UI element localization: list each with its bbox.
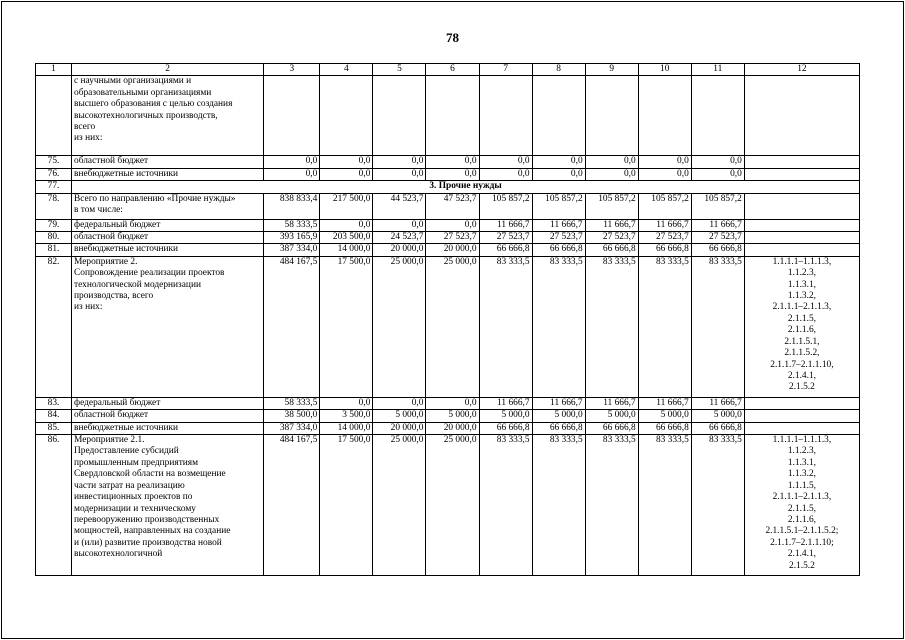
value-cell-col10: 66 666,8 — [638, 422, 691, 434]
target-indicator-line: 2.1.1.5.1–2.1.1.5.2; — [765, 526, 839, 537]
table-row — [36, 244, 860, 256]
column-header-6: 6 — [426, 64, 479, 76]
target-indicators — [744, 397, 859, 409]
row-name-line: модернизации и техническому — [74, 503, 196, 514]
value-cell-col11: 0,0 — [691, 168, 744, 180]
row-number: 85. — [36, 422, 72, 434]
row-name-line: технологической модернизации — [74, 279, 201, 290]
column-number-row — [36, 64, 860, 76]
row-number: 84. — [36, 410, 72, 422]
value-cell-col8: 0,0 — [532, 168, 585, 180]
target-indicator-line: 1.1.1.1–1.1.1.3, — [772, 435, 832, 446]
value-cell-col11: 83 333,5 — [691, 435, 744, 576]
target-indicators — [744, 232, 859, 244]
row-name-line: внебюджетные источники — [74, 244, 179, 255]
value-cell-col5: 5 000,0 — [373, 410, 426, 422]
row-name-line: из них: — [74, 133, 103, 144]
target-indicator-line: 2.1.1.7–2.1.1.10; — [770, 537, 834, 548]
value-cell-col8: 5 000,0 — [532, 410, 585, 422]
row-name-line: Мероприятие 2.1. — [74, 435, 145, 446]
value-cell-col6 — [426, 76, 479, 156]
target-indicator-line: 2.1.1.6, — [787, 325, 816, 336]
row-name-line: внебюджетные источники — [74, 422, 179, 433]
value-cell-col6: 20 000,0 — [426, 244, 479, 256]
value-cell-col3: 58 333,5 — [264, 219, 320, 231]
target-indicators — [744, 256, 859, 397]
column-header-9: 9 — [585, 64, 638, 76]
row-name-line: областной бюджет — [74, 410, 149, 421]
value-cell-col9: 83 333,5 — [585, 256, 638, 397]
row-name-line: Всего по направлению «Прочие нужды» — [74, 193, 236, 204]
value-cell-col8 — [532, 76, 585, 156]
table-row — [36, 435, 860, 576]
target-indicator-line: 2.1.1.1–2.1.1.3, — [772, 492, 832, 503]
value-cell-col9: 66 666,8 — [585, 422, 638, 434]
row-name — [72, 410, 264, 422]
row-name — [72, 76, 264, 156]
target-indicator-line: 2.1.5.2 — [789, 382, 815, 393]
value-cell-col9: 11 666,7 — [585, 397, 638, 409]
row-name-line: мощностей, направленных на создание — [74, 526, 231, 537]
value-cell-col6: 0,0 — [426, 219, 479, 231]
row-number: 75. — [36, 156, 72, 168]
budget-table — [35, 63, 860, 576]
row-name — [72, 435, 264, 576]
row-number: 77. — [36, 181, 72, 193]
row-name-line: высшего образования с целью создания — [74, 99, 233, 110]
value-cell-col4: 203 500,0 — [320, 232, 373, 244]
value-cell-col10: 0,0 — [638, 156, 691, 168]
value-cell-col3: 58 333,5 — [264, 397, 320, 409]
value-cell-col5 — [373, 76, 426, 156]
row-number: 79. — [36, 219, 72, 231]
value-cell-col11: 66 666,8 — [691, 244, 744, 256]
table-row — [36, 156, 860, 168]
value-cell-col4: 14 000,0 — [320, 244, 373, 256]
row-name — [72, 422, 264, 434]
value-cell-col10: 11 666,7 — [638, 397, 691, 409]
value-cell-col11: 27 523,7 — [691, 232, 744, 244]
value-cell-col3: 838 833,4 — [264, 193, 320, 219]
table-row — [36, 76, 860, 156]
value-cell-col11: 66 666,8 — [691, 422, 744, 434]
row-name-line: Мероприятие 2. — [74, 256, 138, 267]
table-row — [36, 232, 860, 244]
value-cell-col5: 25 000,0 — [373, 256, 426, 397]
row-name-line: Предоставление субсидий — [74, 446, 179, 457]
row-name-line: федеральный бюджет — [74, 397, 161, 408]
value-cell-col6: 25 000,0 — [426, 435, 479, 576]
row-name-line: части затрат на реализацию — [74, 480, 185, 491]
value-cell-col9: 83 333,5 — [585, 435, 638, 576]
value-cell-col11: 0,0 — [691, 156, 744, 168]
target-indicators — [744, 193, 859, 219]
target-indicators — [744, 410, 859, 422]
row-name-line: всего — [74, 122, 96, 133]
value-cell-col6: 5 000,0 — [426, 410, 479, 422]
value-cell-col8: 0,0 — [532, 156, 585, 168]
row-name-line: федеральный бюджет — [74, 219, 161, 230]
value-cell-col9: 0,0 — [585, 156, 638, 168]
row-name-line: перевооружению производственных — [74, 514, 220, 525]
row-number: 76. — [36, 168, 72, 180]
row-name — [72, 244, 264, 256]
row-name-line: высокотехнологичной — [74, 549, 163, 560]
target-indicator-line: 1.1.2.3, — [787, 446, 816, 457]
target-indicators — [744, 422, 859, 434]
value-cell-col4 — [320, 76, 373, 156]
value-cell-col3: 393 165,9 — [264, 232, 320, 244]
value-cell-col5: 20 000,0 — [373, 422, 426, 434]
value-cell-col3: 0,0 — [264, 168, 320, 180]
value-cell-col5: 25 000,0 — [373, 435, 426, 576]
row-number — [36, 76, 72, 156]
target-indicator-line: 2.1.1.6, — [787, 514, 816, 525]
target-indicator-line: 2.1.5.2 — [789, 560, 815, 571]
value-cell-col10: 27 523,7 — [638, 232, 691, 244]
table-row — [36, 422, 860, 434]
value-cell-col4: 14 000,0 — [320, 422, 373, 434]
target-indicator-line: 2.1.1.5.2, — [784, 348, 820, 359]
value-cell-col5: 20 000,0 — [373, 244, 426, 256]
value-cell-col10: 5 000,0 — [638, 410, 691, 422]
value-cell-col6: 0,0 — [426, 397, 479, 409]
target-indicator-line: 1.1.3.2, — [787, 291, 816, 302]
value-cell-col10: 83 333,5 — [638, 435, 691, 576]
value-cell-col3: 484 167,5 — [264, 435, 320, 576]
row-number: 86. — [36, 435, 72, 576]
row-name-line: промышленным предприятиям — [74, 457, 199, 468]
value-cell-col4: 3 500,0 — [320, 410, 373, 422]
value-cell-col7: 83 333,5 — [479, 256, 532, 397]
value-cell-col10 — [638, 76, 691, 156]
column-header-4: 4 — [320, 64, 373, 76]
value-cell-col3: 387 334,0 — [264, 422, 320, 434]
table-row — [36, 181, 860, 193]
value-cell-col6: 47 523,7 — [426, 193, 479, 219]
row-name-line: Свердловской области на возмещение — [74, 469, 226, 480]
target-indicator-line: 2.1.1.5.1, — [784, 336, 820, 347]
value-cell-col5: 24 523,7 — [373, 232, 426, 244]
row-number: 78. — [36, 193, 72, 219]
value-cell-col4: 0,0 — [320, 156, 373, 168]
value-cell-col3: 387 334,0 — [264, 244, 320, 256]
target-indicator-line: 1.1.3.1, — [787, 279, 816, 290]
value-cell-col3 — [264, 76, 320, 156]
page-number: 78 — [446, 30, 459, 45]
value-cell-col4: 0,0 — [320, 397, 373, 409]
value-cell-col9: 105 857,2 — [585, 193, 638, 219]
value-cell-col9: 66 666,8 — [585, 244, 638, 256]
row-name — [72, 256, 264, 397]
table-body — [36, 76, 860, 576]
target-indicators — [744, 168, 859, 180]
row-name-line: Сопровождение реализации проектов — [74, 268, 225, 279]
target-indicators — [744, 76, 859, 156]
value-cell-col9: 5 000,0 — [585, 410, 638, 422]
value-cell-col6: 0,0 — [426, 168, 479, 180]
value-cell-col8: 11 666,7 — [532, 219, 585, 231]
row-name — [72, 168, 264, 180]
target-indicator-line: 1.1.2.3, — [787, 268, 816, 279]
value-cell-col3: 0,0 — [264, 156, 320, 168]
column-header-2: 2 — [72, 64, 264, 76]
target-indicators — [744, 244, 859, 256]
value-cell-col5: 0,0 — [373, 219, 426, 231]
value-cell-col6: 20 000,0 — [426, 422, 479, 434]
value-cell-col8: 66 666,8 — [532, 422, 585, 434]
row-name-line: областной бюджет — [74, 156, 149, 167]
value-cell-col8: 27 523,7 — [532, 232, 585, 244]
target-indicator-line: 2.1.4.1, — [787, 549, 816, 560]
value-cell-col5: 44 523,7 — [373, 193, 426, 219]
value-cell-col10: 11 666,7 — [638, 219, 691, 231]
value-cell-col3: 484 167,5 — [264, 256, 320, 397]
row-number: 83. — [36, 397, 72, 409]
column-header-12: 12 — [744, 64, 859, 76]
row-name-line: и (или) развитие производства новой — [74, 537, 222, 548]
value-cell-col3: 38 500,0 — [264, 410, 320, 422]
value-cell-col11: 11 666,7 — [691, 219, 744, 231]
value-cell-col7: 66 666,8 — [479, 422, 532, 434]
row-name-line: образовательными организациями — [74, 87, 212, 98]
value-cell-col6: 25 000,0 — [426, 256, 479, 397]
table-row — [36, 168, 860, 180]
target-indicators — [744, 435, 859, 576]
value-cell-col5: 0,0 — [373, 397, 426, 409]
value-cell-col7: 0,0 — [479, 168, 532, 180]
value-cell-col8: 11 666,7 — [532, 397, 585, 409]
value-cell-col11: 83 333,5 — [691, 256, 744, 397]
row-number: 82. — [36, 256, 72, 397]
row-name-line: с научными организациями и — [74, 76, 192, 87]
value-cell-col7: 11 666,7 — [479, 397, 532, 409]
value-cell-col7: 0,0 — [479, 156, 532, 168]
value-cell-col6: 0,0 — [426, 156, 479, 168]
target-indicator-line: 2.1.1.7–2.1.1.10, — [770, 359, 834, 370]
target-indicator-line: 1.1.3.2, — [787, 469, 816, 480]
column-header-8: 8 — [532, 64, 585, 76]
table-row — [36, 397, 860, 409]
table-row — [36, 256, 860, 397]
value-cell-col5: 0,0 — [373, 168, 426, 180]
value-cell-col9: 0,0 — [585, 168, 638, 180]
row-name-line: высокотехнологичных производств, — [74, 110, 218, 121]
value-cell-col8: 83 333,5 — [532, 435, 585, 576]
value-cell-col7 — [479, 76, 532, 156]
value-cell-col7: 66 666,8 — [479, 244, 532, 256]
target-indicator-line: 1.1.3.1, — [787, 457, 816, 468]
value-cell-col11: 11 666,7 — [691, 397, 744, 409]
value-cell-col11 — [691, 76, 744, 156]
column-header-5: 5 — [373, 64, 426, 76]
table-row — [36, 410, 860, 422]
row-name-line: из них: — [74, 302, 103, 313]
value-cell-col6: 27 523,7 — [426, 232, 479, 244]
target-indicator-line: 2.1.1.5, — [787, 313, 816, 324]
value-cell-col10: 83 333,5 — [638, 256, 691, 397]
value-cell-col4: 0,0 — [320, 219, 373, 231]
table-row — [36, 219, 860, 231]
column-header-1: 1 — [36, 64, 72, 76]
row-name — [72, 397, 264, 409]
column-header-10: 10 — [638, 64, 691, 76]
column-header-7: 7 — [479, 64, 532, 76]
row-name — [72, 232, 264, 244]
value-cell-col9: 11 666,7 — [585, 219, 638, 231]
value-cell-col9: 27 523,7 — [585, 232, 638, 244]
value-cell-col7: 5 000,0 — [479, 410, 532, 422]
value-cell-col4: 0,0 — [320, 168, 373, 180]
target-indicator-line: 2.1.1.1–2.1.1.3, — [772, 302, 832, 313]
column-header-11: 11 — [691, 64, 744, 76]
target-indicator-line: 1.1.1.1–1.1.1.3, — [772, 256, 832, 267]
value-cell-col4: 217 500,0 — [320, 193, 373, 219]
value-cell-col11: 5 000,0 — [691, 410, 744, 422]
section-heading: 3. Прочие нужды — [72, 181, 860, 193]
row-name — [72, 219, 264, 231]
value-cell-col5: 0,0 — [373, 156, 426, 168]
row-name — [72, 193, 264, 219]
row-name-line: инвестиционных проектов по — [74, 492, 193, 503]
target-indicator-line: 2.1.1.5, — [787, 503, 816, 514]
value-cell-col11: 105 857,2 — [691, 193, 744, 219]
value-cell-col7: 27 523,7 — [479, 232, 532, 244]
column-header-3: 3 — [264, 64, 320, 76]
row-number: 81. — [36, 244, 72, 256]
value-cell-col4: 17 500,0 — [320, 256, 373, 397]
value-cell-col9 — [585, 76, 638, 156]
target-indicator-line: 2.1.4.1, — [787, 370, 816, 381]
value-cell-col7: 83 333,5 — [479, 435, 532, 576]
row-number: 80. — [36, 232, 72, 244]
row-name-line: внебюджетные источники — [74, 168, 179, 179]
value-cell-col7: 105 857,2 — [479, 193, 532, 219]
row-name-line: в том числе: — [74, 205, 123, 216]
value-cell-col10: 0,0 — [638, 168, 691, 180]
value-cell-col8: 83 333,5 — [532, 256, 585, 397]
table-row — [36, 193, 860, 219]
value-cell-col7: 11 666,7 — [479, 219, 532, 231]
value-cell-col4: 17 500,0 — [320, 435, 373, 576]
value-cell-col10: 66 666,8 — [638, 244, 691, 256]
target-indicators — [744, 156, 859, 168]
target-indicators — [744, 219, 859, 231]
value-cell-col10: 105 857,2 — [638, 193, 691, 219]
value-cell-col8: 66 666,8 — [532, 244, 585, 256]
row-name — [72, 156, 264, 168]
row-name-line: областной бюджет — [74, 232, 149, 243]
target-indicator-line: 1.1.1.5, — [787, 480, 816, 491]
row-name-line: производства, всего — [74, 291, 154, 302]
value-cell-col8: 105 857,2 — [532, 193, 585, 219]
